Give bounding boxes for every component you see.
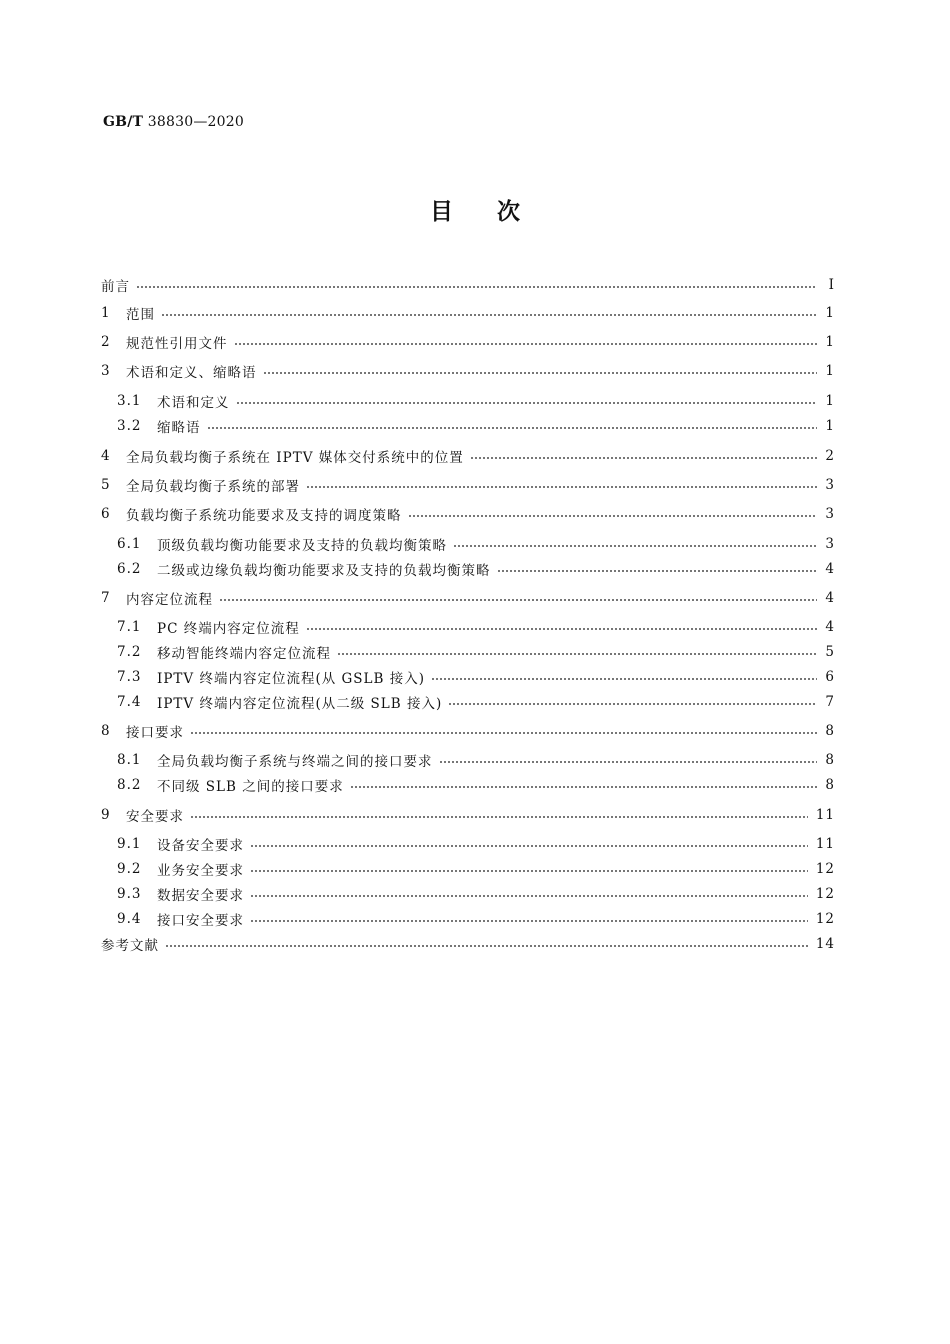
toc-entry-number: 9.2 bbox=[117, 861, 142, 877]
toc-entry-label: 安全要求 bbox=[126, 809, 184, 825]
toc-entry-number: 8 bbox=[101, 723, 111, 739]
toc-entry-page: 4 bbox=[825, 590, 835, 606]
toc-entry[interactable] bbox=[101, 587, 835, 609]
dot-leader bbox=[234, 343, 818, 345]
toc-entry[interactable] bbox=[101, 474, 835, 496]
toc-entry-number: 9.3 bbox=[117, 886, 142, 902]
dot-leader bbox=[448, 703, 817, 705]
toc-entry-label: IPTV 终端内容定位流程(从 GSLB 接入) bbox=[157, 671, 425, 687]
toc-entry[interactable] bbox=[117, 616, 835, 638]
toc-entry[interactable] bbox=[117, 415, 835, 437]
toc-entry-page: 11 bbox=[815, 807, 835, 823]
toc-entry-label: 术语和定义 bbox=[157, 395, 230, 411]
toc-entry-label: 前言 bbox=[101, 279, 130, 295]
toc-entry-number: 7 bbox=[101, 590, 111, 606]
toc-entry[interactable] bbox=[117, 858, 835, 880]
toc-entry[interactable] bbox=[117, 883, 835, 905]
toc-entry-page: 8 bbox=[825, 777, 835, 793]
dot-leader bbox=[161, 314, 817, 316]
dot-leader bbox=[250, 870, 808, 872]
toc-entry-page: 12 bbox=[815, 861, 835, 877]
toc-entry-number: 7.2 bbox=[117, 644, 142, 660]
toc-entry[interactable] bbox=[101, 360, 835, 382]
toc-entry-label: IPTV 终端内容定位流程(从二级 SLB 接入) bbox=[157, 696, 443, 712]
toc-entry-page: 3 bbox=[825, 506, 835, 522]
toc-entry-page: 7 bbox=[825, 694, 835, 710]
toc-entry-page: 1 bbox=[825, 418, 835, 434]
dot-leader bbox=[263, 372, 818, 374]
toc-entry[interactable] bbox=[117, 533, 835, 555]
toc-entry-page: 1 bbox=[825, 393, 835, 409]
toc-entry-page: 4 bbox=[825, 619, 835, 635]
toc-entry-number: 7.4 bbox=[117, 694, 142, 710]
toc-entry-number: 3.2 bbox=[117, 418, 142, 434]
dot-leader bbox=[453, 545, 817, 547]
toc-entry[interactable] bbox=[117, 833, 835, 855]
toc-entry-number: 6.2 bbox=[117, 561, 142, 577]
dot-leader bbox=[250, 895, 808, 897]
toc-entry-number: 8.2 bbox=[117, 777, 142, 793]
toc-entry-label: 业务安全要求 bbox=[157, 863, 244, 879]
toc-entry[interactable] bbox=[101, 331, 835, 353]
toc-entry-number: 6 bbox=[101, 506, 111, 522]
toc-entry-label: 移动智能终端内容定位流程 bbox=[157, 646, 331, 662]
toc-entry-label: 二级或边缘负载均衡功能要求及支持的负载均衡策略 bbox=[157, 563, 491, 579]
toc-entry-label: 接口要求 bbox=[126, 725, 184, 741]
dot-leader bbox=[350, 786, 817, 788]
toc-entry[interactable] bbox=[117, 641, 835, 663]
toc-entry-label: 数据安全要求 bbox=[157, 888, 244, 904]
toc-entry-number: 9.4 bbox=[117, 911, 142, 927]
toc-entry-number: 3 bbox=[101, 363, 111, 379]
toc-entry-label: 顶级负载均衡功能要求及支持的负载均衡策略 bbox=[157, 538, 447, 554]
toc-entry[interactable] bbox=[117, 666, 835, 688]
dot-leader bbox=[470, 457, 817, 459]
dot-leader bbox=[190, 732, 817, 734]
toc-entry-page: 3 bbox=[825, 477, 835, 493]
toc-entry[interactable] bbox=[117, 774, 835, 796]
dot-leader bbox=[306, 628, 817, 630]
toc-entry-number: 2 bbox=[101, 334, 111, 350]
toc-entry-page: 1 bbox=[825, 305, 835, 321]
standard-prefix: GB/T bbox=[103, 114, 144, 130]
toc-entry-number: 6.1 bbox=[117, 536, 142, 552]
toc-entry-label: 术语和定义、缩略语 bbox=[126, 365, 257, 381]
toc-entry-label: 接口安全要求 bbox=[157, 913, 244, 929]
toc-entry[interactable] bbox=[117, 749, 835, 771]
toc-entry-number: 8.1 bbox=[117, 752, 142, 768]
toc-entry[interactable] bbox=[101, 720, 835, 742]
dot-leader bbox=[439, 761, 818, 763]
page-title: 目次 bbox=[430, 199, 564, 225]
dot-leader bbox=[250, 845, 808, 847]
toc-entry-label: 全局负载均衡子系统与终端之间的接口要求 bbox=[157, 754, 433, 770]
toc-entry[interactable] bbox=[117, 691, 835, 713]
toc-entry-label: 缩略语 bbox=[157, 420, 201, 436]
toc-entry[interactable] bbox=[117, 390, 835, 412]
toc-entry-number: 5 bbox=[101, 477, 111, 493]
toc-entry-number: 9 bbox=[101, 807, 111, 823]
toc-entry-page: 11 bbox=[815, 836, 835, 852]
dot-leader bbox=[136, 286, 817, 288]
toc-entry[interactable] bbox=[101, 933, 835, 955]
toc-entry-page: 5 bbox=[825, 644, 835, 660]
dot-leader bbox=[190, 816, 808, 818]
toc-entry-page: 12 bbox=[815, 911, 835, 927]
toc-entry-number: 4 bbox=[101, 448, 111, 464]
toc-entry[interactable] bbox=[101, 503, 835, 525]
toc-entry-label: 参考文献 bbox=[101, 938, 159, 954]
dot-leader bbox=[337, 653, 817, 655]
toc-entry-number: 9.1 bbox=[117, 836, 142, 852]
toc-entry-label: 负载均衡子系统功能要求及支持的调度策略 bbox=[126, 508, 402, 524]
toc-entry[interactable] bbox=[101, 274, 835, 296]
toc-entry-label: 内容定位流程 bbox=[126, 592, 213, 608]
dot-leader bbox=[165, 945, 808, 947]
dot-leader bbox=[207, 427, 818, 429]
toc-entry-page: 6 bbox=[825, 669, 835, 685]
toc-entry[interactable] bbox=[101, 804, 835, 826]
toc-entry-label: 设备安全要求 bbox=[157, 838, 244, 854]
toc-entry-number: 7.1 bbox=[117, 619, 142, 635]
toc-entry-label: 全局负载均衡子系统的部署 bbox=[126, 479, 300, 495]
toc-entry[interactable] bbox=[101, 302, 835, 324]
dot-leader bbox=[431, 678, 817, 680]
standard-number: 38830—2020 bbox=[147, 114, 244, 130]
toc-entry-page: Ⅰ bbox=[828, 277, 835, 293]
toc-entry-label: 全局负载均衡子系统在 IPTV 媒体交付系统中的位置 bbox=[126, 450, 464, 466]
toc-entry-label: 不同级 SLB 之间的接口要求 bbox=[157, 779, 344, 795]
toc-entry-number: 1 bbox=[101, 305, 111, 321]
dot-leader bbox=[236, 402, 818, 404]
toc-entry-label: 范围 bbox=[126, 307, 155, 323]
toc-entry-page: 4 bbox=[825, 561, 835, 577]
toc-entry-number: 3.1 bbox=[117, 393, 142, 409]
toc-entry-page: 14 bbox=[815, 936, 835, 952]
dot-leader bbox=[250, 920, 808, 922]
toc-entry-page: 1 bbox=[825, 363, 835, 379]
toc-entry-page: 3 bbox=[825, 536, 835, 552]
dot-leader bbox=[497, 570, 818, 572]
toc-entry-number: 7.3 bbox=[117, 669, 142, 685]
toc-entry-page: 2 bbox=[825, 448, 835, 464]
toc-entry-page: 1 bbox=[825, 334, 835, 350]
toc-entry-page: 8 bbox=[825, 723, 835, 739]
dot-leader bbox=[306, 486, 817, 488]
toc-entry[interactable] bbox=[117, 558, 835, 580]
toc-entry-label: PC 终端内容定位流程 bbox=[157, 621, 300, 637]
toc-entry[interactable] bbox=[117, 908, 835, 930]
toc-entry-page: 12 bbox=[815, 886, 835, 902]
toc-entry[interactable] bbox=[101, 445, 835, 467]
dot-leader bbox=[219, 599, 817, 601]
dot-leader bbox=[408, 515, 818, 517]
toc-entry-label: 规范性引用文件 bbox=[126, 336, 228, 352]
toc-entry-page: 8 bbox=[825, 752, 835, 768]
table-of-contents bbox=[101, 0, 835, 1344]
